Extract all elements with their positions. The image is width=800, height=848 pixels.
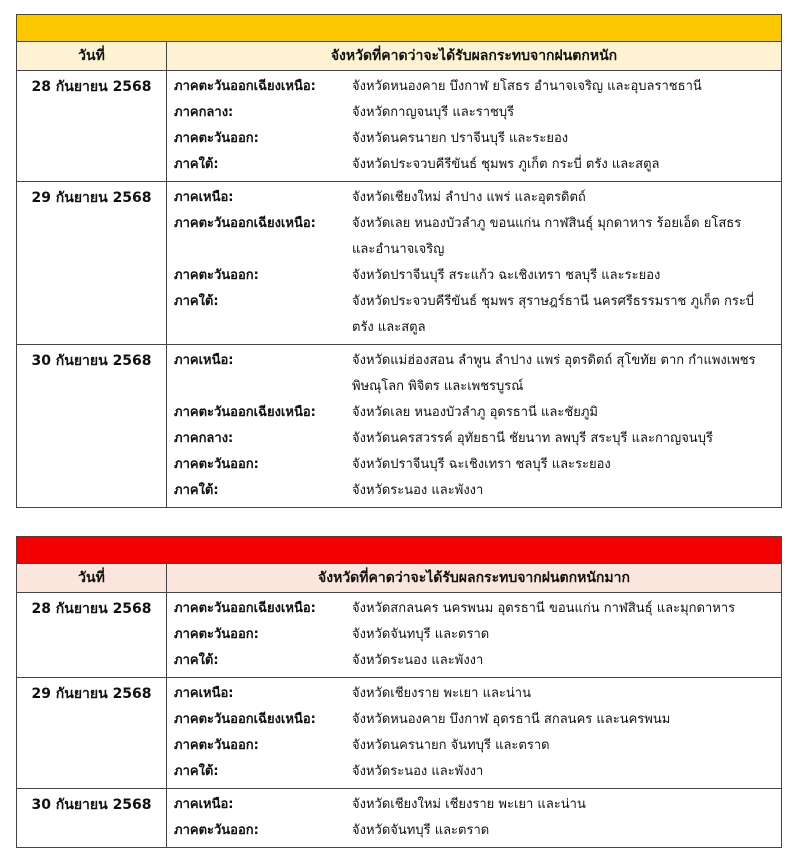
- region-provinces: จังหวัดสกลนคร นครพนม อุดรธานี ขอนแก่น กาฬสินธุ์ และมุกดาหาร: [352, 601, 736, 616]
- region-label: ภาคตะวันออก:: [174, 823, 259, 838]
- region-label: ภาคตะวันออกเฉียงเหนือ:: [174, 216, 316, 231]
- region-label: ภาคตะวันออก:: [174, 131, 259, 146]
- region-label: ภาคเหนือ:: [174, 190, 234, 205]
- region-provinces: จังหวัดนครสวรรค์ อุทัยธานี ชัยนาท ลพบุรี สระบุรี และกาญจนบุรี: [352, 431, 713, 446]
- region-provinces: จังหวัดเลย หนองบัวลำภู อุดรธานี และชัยภูมิ: [352, 405, 598, 420]
- region-label: ภาคตะวันออก:: [174, 457, 259, 472]
- region-provinces: จังหวัดจันทบุรี และตราด: [352, 627, 490, 642]
- very-heavy-rain-table: [16, 536, 782, 848]
- row-regions: [167, 678, 781, 788]
- region-label: ภาคเหนือ:: [174, 686, 234, 701]
- region-label: ภาคตะวันออก:: [174, 627, 259, 642]
- region-label: ภาคตะวันออกเฉียงเหนือ:: [174, 601, 316, 616]
- region-entry: [167, 648, 781, 674]
- table-row: [17, 789, 781, 847]
- region-entry: [167, 596, 781, 622]
- region-entry: [167, 185, 781, 211]
- region-provinces: จังหวัดประจวบคีรีขันธ์ ชุมพร สุราษฎร์ธานี นครศรีธรรมราช ภูเก็ต กระบี่ ตรัง และสตูล: [352, 294, 755, 335]
- region-entry: [167, 289, 781, 341]
- region-entry: [167, 126, 781, 152]
- region-provinces: จังหวัดจันทบุรี และตราด: [352, 823, 490, 838]
- row-date: 30 กันยายน 2568: [17, 345, 167, 507]
- region-label: ภาคตะวันออก:: [174, 268, 259, 283]
- region-label: ภาคกลาง:: [174, 431, 234, 446]
- region-entry: [167, 622, 781, 648]
- region-provinces: จังหวัดหนองคาย บึงกาฬ ยโสธร อำนาจเจริญ และอุบลราชธานี: [352, 79, 702, 94]
- row-regions: [167, 789, 781, 847]
- header-date: วันที่: [17, 564, 167, 592]
- table-row: [17, 593, 781, 678]
- region-provinces: จังหวัดนครนายก ปราจีนบุรี และระยอง: [352, 131, 569, 146]
- region-entry: [167, 681, 781, 707]
- region-label: ภาคใต้:: [174, 653, 219, 668]
- row-date: 30 กันยายน 2568: [17, 789, 167, 847]
- region-entry: [167, 733, 781, 759]
- row-regions: [167, 593, 781, 677]
- region-entry: [167, 400, 781, 426]
- region-entry: [167, 74, 781, 100]
- region-label: ภาคตะวันออกเฉียงเหนือ:: [174, 712, 316, 727]
- region-provinces: จังหวัดเชียงใหม่ เชียงราย พะเยา และน่าน: [352, 797, 586, 812]
- region-provinces: จังหวัดนครนายก จันทบุรี และตราด: [352, 738, 550, 753]
- table-row: [17, 71, 781, 182]
- region-entry: [167, 452, 781, 478]
- region-entry: [167, 152, 781, 178]
- region-provinces: จังหวัดเชียงใหม่ ลำปาง แพร่ และอุตรดิตถ์: [352, 190, 586, 205]
- table-row: [17, 182, 781, 345]
- region-label: ภาคใต้:: [174, 294, 219, 309]
- region-provinces: จังหวัดปราจีนบุรี สระแก้ว ฉะเชิงเทรา ชลบุรี และระยอง: [352, 268, 661, 283]
- row-regions: [167, 345, 781, 507]
- region-label: ภาคใต้:: [174, 157, 219, 172]
- row-date: 28 กันยายน 2568: [17, 71, 167, 181]
- region-label: ภาคกลาง:: [174, 105, 234, 120]
- region-label: ภาคใต้:: [174, 764, 219, 779]
- header-date: วันที่: [17, 42, 167, 70]
- severity-band: [17, 15, 781, 42]
- row-date: 28 กันยายน 2568: [17, 593, 167, 677]
- row-regions: [167, 182, 781, 344]
- region-provinces: จังหวัดระนอง และพังงา: [352, 483, 484, 498]
- region-provinces: จังหวัดกาญจนบุรี และราชบุรี: [352, 105, 515, 120]
- region-provinces: จังหวัดระนอง และพังงา: [352, 764, 484, 779]
- row-date: 29 กันยายน 2568: [17, 182, 167, 344]
- region-entry: [167, 426, 781, 452]
- region-entry: [167, 348, 781, 400]
- table-row: [17, 678, 781, 789]
- region-label: ภาคเหนือ:: [174, 353, 234, 368]
- heavy-rain-table: [16, 14, 782, 508]
- region-entry: [167, 792, 781, 818]
- region-provinces: จังหวัดเชียงราย พะเยา และน่าน: [352, 686, 531, 701]
- region-provinces: จังหวัดหนองคาย บึงกาฬ อุดรธานี สกลนคร และนครพนม: [352, 712, 671, 727]
- table-row: [17, 345, 781, 507]
- header-provinces: จังหวัดที่คาดว่าจะได้รับผลกระทบจากฝนตกหนักมาก: [318, 570, 630, 586]
- region-label: ภาคเหนือ:: [174, 797, 234, 812]
- region-entry: [167, 263, 781, 289]
- region-label: ภาคตะวันออก:: [174, 738, 259, 753]
- region-provinces: จังหวัดระนอง และพังงา: [352, 653, 484, 668]
- region-provinces: จังหวัดปราจีนบุรี ฉะเชิงเทรา ชลบุรี และระยอง: [352, 457, 611, 472]
- region-label: ภาคตะวันออกเฉียงเหนือ:: [174, 79, 316, 94]
- region-label: ภาคตะวันออกเฉียงเหนือ:: [174, 405, 316, 420]
- row-regions: [167, 71, 781, 181]
- severity-band: [17, 537, 781, 564]
- header-provinces: จังหวัดที่คาดว่าจะได้รับผลกระทบจากฝนตกหนัก: [330, 48, 618, 64]
- region-entry: [167, 707, 781, 733]
- region-entry: [167, 818, 781, 844]
- region-provinces: จังหวัดแม่ฮ่องสอน ลำพูน ลำปาง แพร่ อุตรดิตถ์ สุโขทัย ตาก กำแพงเพชร พิษณุโลก พิจิตร และเพชรบูรณ์: [352, 353, 756, 394]
- table-header: [17, 564, 781, 593]
- region-entry: [167, 211, 781, 263]
- region-provinces: จังหวัดเลย หนองบัวลำภู ขอนแก่น กาฬสินธุ์ มุกดาหาร ร้อยเอ็ด ยโสธร และอำนาจเจริญ: [352, 216, 742, 257]
- region-entry: [167, 759, 781, 785]
- region-entry: [167, 478, 781, 504]
- table-header: [17, 42, 781, 71]
- region-entry: [167, 100, 781, 126]
- region-provinces: จังหวัดประจวบคีรีขันธ์ ชุมพร ภูเก็ต กระบี่ ตรัง และสตูล: [352, 157, 660, 172]
- row-date: 29 กันยายน 2568: [17, 678, 167, 788]
- region-label: ภาคใต้:: [174, 483, 219, 498]
